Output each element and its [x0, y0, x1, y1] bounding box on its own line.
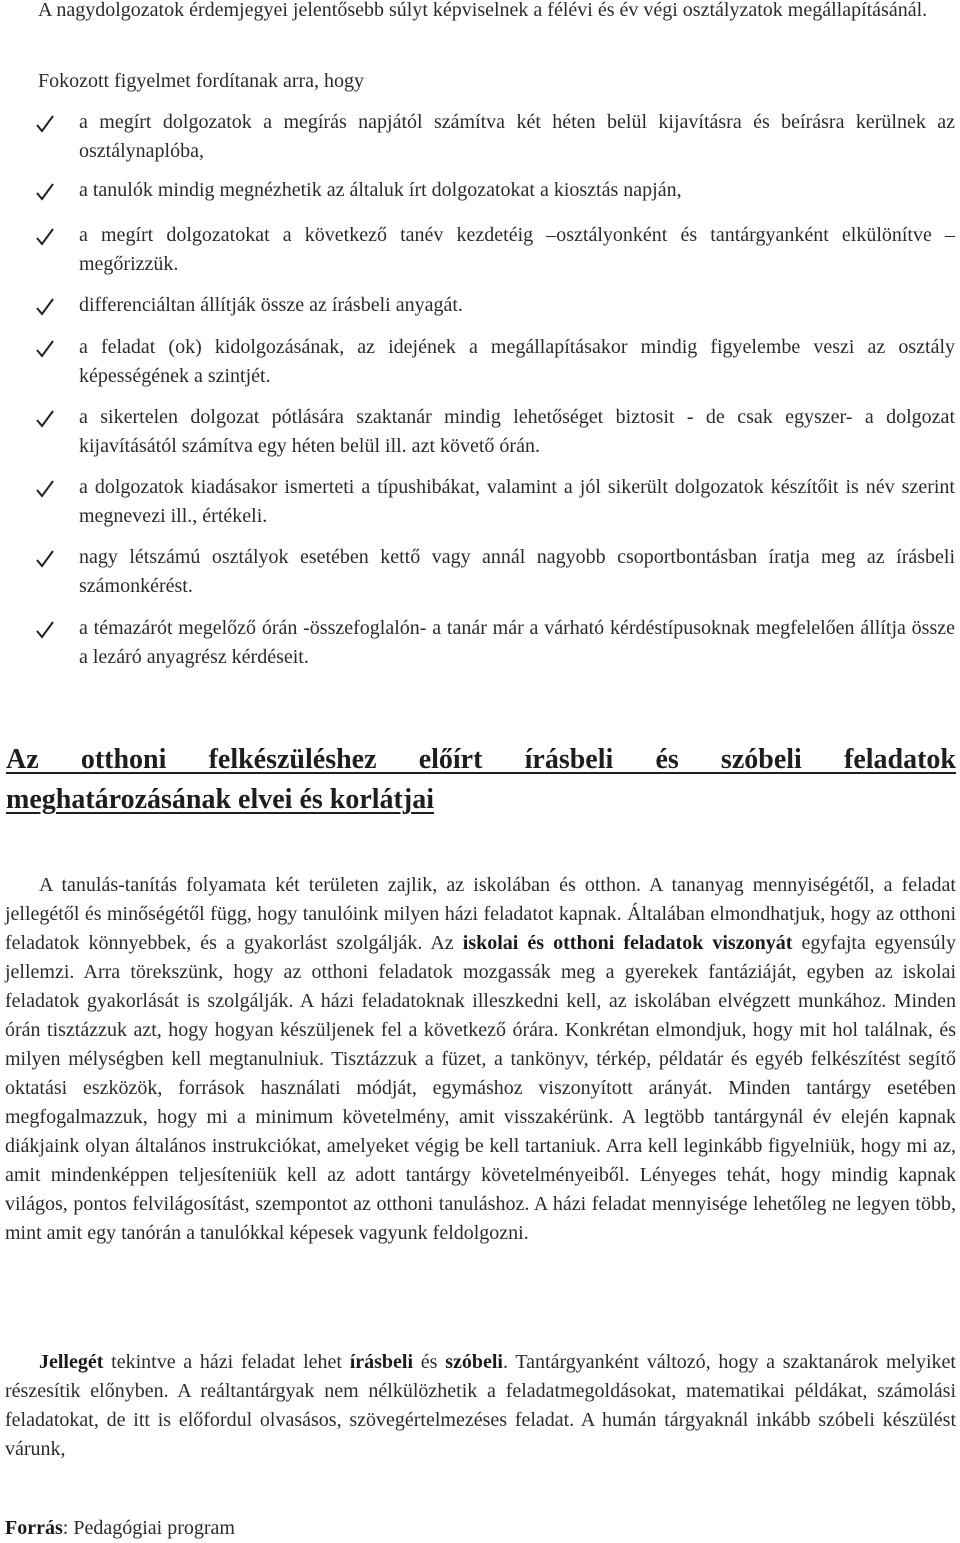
para2-text-2: és: [413, 1351, 446, 1373]
checkmark-icon: [36, 479, 54, 499]
source-line: [5, 1514, 235, 1543]
checklist-lead: Fokozott figyelmet fordítanak arra, hogy: [38, 70, 365, 92]
para1-bold: iskolai és otthoni feladatok viszonyát: [462, 932, 793, 954]
list-item-text: a sikertelen dolgozat pótlására szaktanár mindig lehetőséget biztosit - de csak egyszer- a dolgozat kijavításától számítva egy héten belül ill. azt követő órán.: [79, 406, 955, 457]
list-item-text: a feladat (ok) kidolgozásának, az idejének a megállapításakor mindig figyelembe veszi az osztály képességének a szintjét.: [79, 336, 955, 387]
para2-text-1: tekintve a házi feladat lehet: [103, 1351, 350, 1373]
list-item-text: a tanulók mindig megnézhetik az általuk írt dolgozatokat a kiosztás napján,: [79, 179, 682, 201]
checkmark-icon: [36, 409, 54, 429]
para1-text-b: egyfajta egyensúly jellemzi. Arra törekszünk, hogy az otthoni feladatok mozgassák meg a gyerekek fantáziáját, egyben az iskolai feladatok gyakorlását is szolgálják. A házi feladatoknak illeszkedni kell, az iskolában elvégzett munkához. Minden órán tisztázzuk azt, hogy hogyan készüljenek fel a következő órára. Konkrétan elmondjuk, hogy mit hol találnak, és milyen mélységben kell megtanulniuk. Tisztázzuk a füzet, a tankönyv, térkép, példatár és egyéb felkészítést segítő oktatási eszközök, források használati módját, egymáshoz viszonyított arányát. Minden tantárgy esetében megfogalmazzuk, hogy mi a minimum követelmény, amit visszakérünk. A legtöbb tantárgynál év elején kapnak diákjaink olyan általános instrukciókat, amelyeket végig be kell tartaniuk. Arra kell leginkább figyelniük, hogy mi az, amit mindenképpen teljesíteniük kell az adott tantárgy követelményeiből. Lényeges tehát, hogy mindig kapnak világos, pontos felvilágosítást, szempontot az otthoni tanuláshoz. A házi feladat mennyisége lehetőleg ne legyen több, mint amit egy tanórán a tanulókkal képesek vagyunk feldolgozni.: [5, 932, 957, 1244]
checkmark-icon: [36, 549, 54, 569]
checkmark-icon: [36, 297, 54, 317]
section-heading: [6, 740, 956, 820]
para1-text-a: A tanulás-tanítás folyamata két területen zajlik, az iskolában és otthon. A tananyag mennyiségétől, a feladat jellegétől és minőségétől függ, hogy tanulóink milyen házi feladatot kapnak. Általában elmondhatjuk, hogy az otthoni feladatok könnyebbek, és a gyakorlást szolgálják. Az: [5, 874, 956, 954]
list-item-text: differenciáltan állítják össze az írásbeli anyagát.: [79, 294, 463, 316]
list-item-text: a témazárót megelőző órán -összefoglalón- a tanár már a várható kérdéstípusoknak megfelelően állítja össze a lezáró anyagrész kérdéseit.: [79, 617, 955, 668]
source-label: Forrás: [5, 1517, 63, 1539]
checkmark-icon: [36, 182, 54, 202]
para2-bold-jelleget: Jellegét: [39, 1351, 104, 1373]
intro-paragraph: [8, 0, 954, 25]
checkmark-icon: [36, 227, 54, 247]
list-item-text: a megírt dolgozatok a megírás napjától számítva két héten belül kijavításra és beírásra kerülnek az osztálynaplóba,: [79, 111, 955, 162]
intro-text: A nagydolgozatok érdemjegyei jelentősebb súlyt képviselnek a félévi és év végi osztályzatok megállapításánál.: [38, 0, 928, 21]
checkmark-icon: [36, 114, 54, 134]
source-text: : Pedagógiai program: [62, 1517, 235, 1539]
body-paragraph-1: [5, 871, 956, 1248]
list-item-text: a megírt dolgozatokat a következő tanév kezdetéig –osztályonként és tantárgyanként elkülönítve – megőrizzük.: [79, 224, 955, 275]
list-item-text: a dolgozatok kiadásakor ismerteti a típushibákat, valamint a jól sikerült dolgozatok készítőit is név szerint megnevezi ill., értékeli.: [79, 476, 955, 527]
para2-bold-szobeli: szóbeli: [445, 1351, 503, 1373]
para2-bold-irasbeli: írásbeli: [349, 1351, 414, 1373]
body-paragraph-2: [5, 1348, 956, 1464]
section-heading-line1: Az otthoni felkészüléshez előírt írásbeli és szóbeli feladatok: [6, 744, 956, 775]
checkmark-icon: [36, 620, 54, 640]
section-heading-line2: meghatározásának elvei és korlátjai: [6, 784, 434, 815]
checkmark-icon: [36, 339, 54, 359]
para2-text-3: . Tantárgyanként változó, hogy a szaktanárok melyiket részesítik előnyben. A reáltantárgyak nem nélkülözhetik a feladatmegoldásokat, matematikai példákat, számolási feladatokat, de itt is előfordul olvasásos, szövegértelmezéses feladat. A humán tárgyaknál inkább szóbeli készülést várunk,: [5, 1351, 956, 1460]
list-item-text: nagy létszámú osztályok esetében kettő vagy annál nagyobb csoportbontásban íratja meg az írásbeli számonkérést.: [79, 546, 955, 597]
